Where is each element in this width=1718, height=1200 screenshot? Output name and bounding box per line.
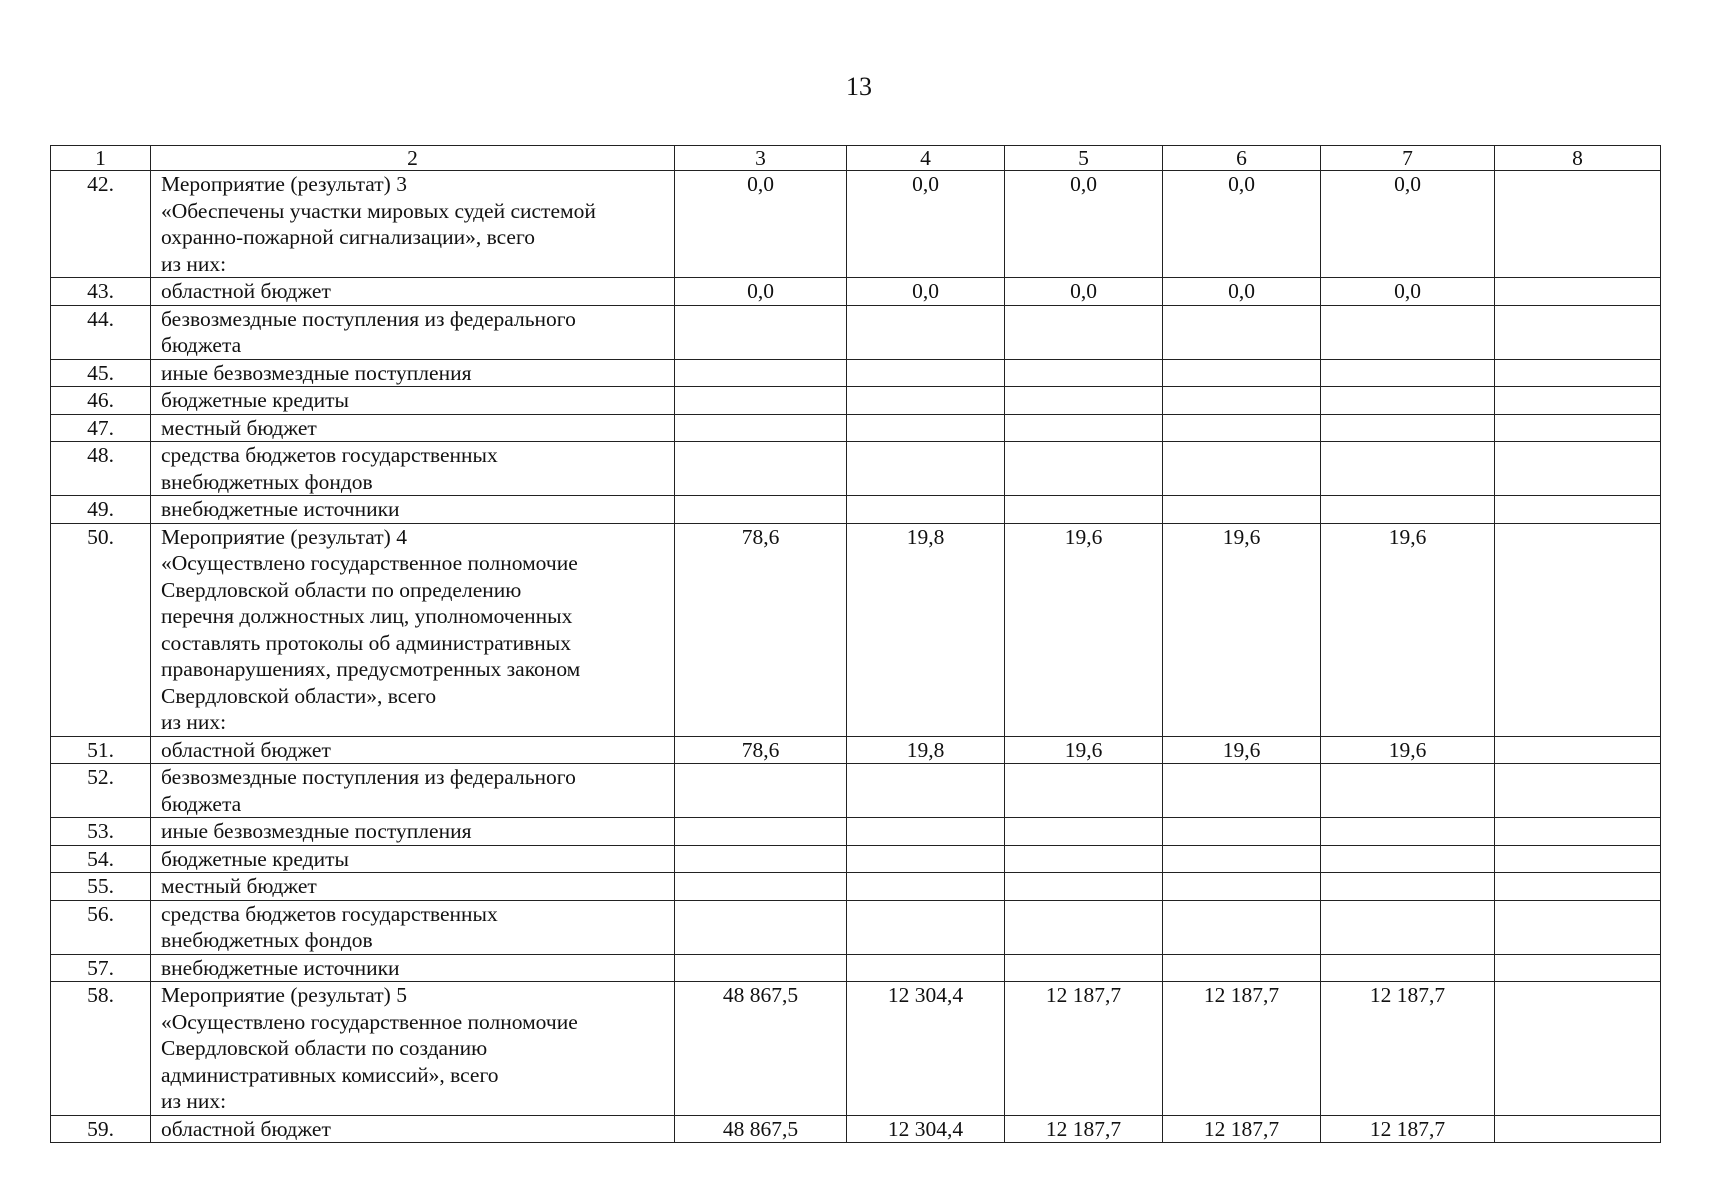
row-description: [151, 900, 675, 954]
value-cell-col6: 12 187,7: [1163, 982, 1321, 1116]
row-number: 55.: [51, 873, 151, 901]
table-row: [51, 496, 1661, 524]
row-description: [151, 873, 675, 901]
value-cell-col3: 78,6: [675, 523, 847, 736]
value-cell-col7: 12 187,7: [1321, 982, 1495, 1116]
table-row: [51, 818, 1661, 846]
description-line: охранно-пожарной сигнализации», всего: [161, 225, 535, 249]
value-cell-col4: [847, 818, 1005, 846]
row-number: 58.: [51, 982, 151, 1116]
description-line: Мероприятие (результат) 5: [161, 983, 407, 1007]
value-cell-col6: 0,0: [1163, 171, 1321, 278]
value-cell-col4: 12 304,4: [847, 982, 1005, 1116]
value-cell-col4: 19,8: [847, 736, 1005, 764]
value-cell-col4: 12 304,4: [847, 1115, 1005, 1143]
column-header-6: 6: [1163, 146, 1321, 171]
table-row: [51, 305, 1661, 359]
value-cell-col4: [847, 496, 1005, 524]
value-cell-col3: [675, 845, 847, 873]
value-cell-col3: [675, 873, 847, 901]
table-row: [51, 387, 1661, 415]
value-cell-col8: [1495, 523, 1661, 736]
description-line: перечня должностных лиц, уполномоченных: [161, 604, 573, 628]
row-number: 59.: [51, 1115, 151, 1143]
description-line: административных комиссий», всего: [161, 1062, 499, 1087]
value-cell-col7: [1321, 496, 1495, 524]
value-cell-col7: [1321, 387, 1495, 415]
description-line: Свердловской области по определению: [161, 577, 522, 602]
value-cell-col5: [1005, 873, 1163, 901]
table-row: [51, 278, 1661, 306]
value-cell-col4: [847, 764, 1005, 818]
value-cell-col5: 12 187,7: [1005, 982, 1163, 1116]
value-cell-col6: [1163, 305, 1321, 359]
row-number: 47.: [51, 414, 151, 442]
value-cell-col3: [675, 387, 847, 415]
description-line: бюджетные кредиты: [161, 388, 349, 412]
value-cell-col8: [1495, 496, 1661, 524]
value-cell-col6: [1163, 873, 1321, 901]
value-cell-col5: [1005, 900, 1163, 954]
value-cell-col5: 19,6: [1005, 523, 1163, 736]
value-cell-col8: [1495, 818, 1661, 846]
description-line: средства бюджетов государственных: [161, 901, 498, 926]
column-header-1: 1: [51, 146, 151, 171]
value-cell-col6: 12 187,7: [1163, 1115, 1321, 1143]
row-description: [151, 845, 675, 873]
description-line: местный бюджет: [161, 415, 317, 440]
value-cell-col3: [675, 954, 847, 982]
row-number: 53.: [51, 818, 151, 846]
value-cell-col5: [1005, 496, 1163, 524]
value-cell-col7: 12 187,7: [1321, 1115, 1495, 1143]
value-cell-col5: [1005, 764, 1163, 818]
description-line: «Обеспечены участки мировых судей системой: [161, 198, 596, 223]
value-cell-col5: [1005, 954, 1163, 982]
value-cell-col6: 19,6: [1163, 523, 1321, 736]
value-cell-col5: 0,0: [1005, 171, 1163, 278]
table-row: [51, 873, 1661, 901]
description-line: бюджета: [161, 333, 242, 357]
table-row: [51, 414, 1661, 442]
value-cell-col7: [1321, 359, 1495, 387]
value-cell-col6: [1163, 387, 1321, 415]
value-cell-col7: 19,6: [1321, 523, 1495, 736]
description-line: внебюджетных фондов: [161, 469, 373, 494]
column-header-4: 4: [847, 146, 1005, 171]
value-cell-col7: 0,0: [1321, 171, 1495, 278]
value-cell-col5: [1005, 305, 1163, 359]
table-row: [51, 736, 1661, 764]
value-cell-col7: [1321, 414, 1495, 442]
description-line: средства бюджетов государственных: [161, 443, 498, 467]
description-line: правонарушениях, предусмотренных законом: [161, 657, 581, 681]
value-cell-col8: [1495, 305, 1661, 359]
value-cell-col3: [675, 359, 847, 387]
row-description: [151, 442, 675, 496]
description-line: «Осуществлено государственное полномочие: [161, 551, 578, 575]
value-cell-col3: [675, 414, 847, 442]
row-description: [151, 278, 675, 306]
description-line: внебюджетных фондов: [161, 928, 373, 952]
value-cell-col6: [1163, 359, 1321, 387]
row-description: [151, 954, 675, 982]
value-cell-col8: [1495, 982, 1661, 1116]
table-row: [51, 982, 1661, 1116]
value-cell-col5: 12 187,7: [1005, 1115, 1163, 1143]
column-header-2: 2: [151, 146, 675, 171]
description-line: Мероприятие (результат) 4: [161, 524, 407, 549]
value-cell-col4: [847, 387, 1005, 415]
table-row: [51, 1115, 1661, 1143]
value-cell-col5: 0,0: [1005, 278, 1163, 306]
description-line: внебюджетные источники: [161, 497, 400, 521]
value-cell-col4: [847, 359, 1005, 387]
value-cell-col8: [1495, 387, 1661, 415]
column-header-7: 7: [1321, 146, 1495, 171]
column-header-3: 3: [675, 146, 847, 171]
value-cell-col7: [1321, 305, 1495, 359]
value-cell-col7: [1321, 873, 1495, 901]
table-row: [51, 523, 1661, 736]
value-cell-col4: [847, 414, 1005, 442]
value-cell-col6: [1163, 496, 1321, 524]
row-description: [151, 414, 675, 442]
description-line: областной бюджет: [161, 737, 331, 762]
row-description: [151, 982, 675, 1116]
table-row: [51, 171, 1661, 278]
description-line: из них:: [161, 251, 227, 276]
value-cell-col8: [1495, 359, 1661, 387]
value-cell-col3: [675, 818, 847, 846]
row-description: [151, 359, 675, 387]
table-row: [51, 359, 1661, 387]
row-number: 48.: [51, 442, 151, 496]
value-cell-col6: 0,0: [1163, 278, 1321, 306]
value-cell-col4: 0,0: [847, 278, 1005, 306]
table-row: [51, 954, 1661, 982]
description-line: безвозмездные поступления из федерального: [161, 765, 576, 789]
value-cell-col8: [1495, 278, 1661, 306]
value-cell-col4: 19,8: [847, 523, 1005, 736]
description-line: внебюджетные источники: [161, 955, 400, 980]
value-cell-col3: [675, 305, 847, 359]
value-cell-col5: [1005, 818, 1163, 846]
table-row: [51, 764, 1661, 818]
value-cell-col6: [1163, 900, 1321, 954]
value-cell-col4: [847, 873, 1005, 901]
row-number: 57.: [51, 954, 151, 982]
value-cell-col3: 0,0: [675, 278, 847, 306]
value-cell-col8: [1495, 1115, 1661, 1143]
value-cell-col3: 48 867,5: [675, 1115, 847, 1143]
value-cell-col3: 78,6: [675, 736, 847, 764]
description-line: местный бюджет: [161, 874, 317, 898]
value-cell-col7: 19,6: [1321, 736, 1495, 764]
table-row: [51, 900, 1661, 954]
value-cell-col5: [1005, 442, 1163, 496]
value-cell-col4: [847, 845, 1005, 873]
row-description: [151, 523, 675, 736]
value-cell-col5: 19,6: [1005, 736, 1163, 764]
description-line: бюджетные кредиты: [161, 846, 349, 871]
value-cell-col8: [1495, 414, 1661, 442]
row-number: 42.: [51, 171, 151, 278]
value-cell-col7: [1321, 442, 1495, 496]
value-cell-col3: [675, 900, 847, 954]
row-description: [151, 171, 675, 278]
value-cell-col5: [1005, 845, 1163, 873]
table-row: [51, 845, 1661, 873]
description-line: областной бюджет: [161, 279, 331, 303]
description-line: иные безвозмездные поступления: [161, 360, 472, 385]
value-cell-col6: [1163, 818, 1321, 846]
value-cell-col7: [1321, 900, 1495, 954]
value-cell-col4: 0,0: [847, 171, 1005, 278]
row-number: 52.: [51, 764, 151, 818]
description-line: из них:: [161, 1089, 227, 1113]
description-line: Свердловской области», всего: [161, 683, 437, 708]
value-cell-col6: [1163, 442, 1321, 496]
description-line: составлять протоколы об административных: [161, 630, 571, 655]
row-description: [151, 818, 675, 846]
row-description: [151, 496, 675, 524]
description-line: бюджета: [161, 791, 242, 816]
value-cell-col6: [1163, 954, 1321, 982]
row-description: [151, 764, 675, 818]
row-number: 51.: [51, 736, 151, 764]
value-cell-col6: [1163, 764, 1321, 818]
budget-table: [50, 145, 1661, 1143]
column-header-8: 8: [1495, 146, 1661, 171]
row-number: 44.: [51, 305, 151, 359]
value-cell-col8: [1495, 873, 1661, 901]
row-description: [151, 1115, 675, 1143]
value-cell-col8: [1495, 845, 1661, 873]
value-cell-col7: [1321, 845, 1495, 873]
row-description: [151, 305, 675, 359]
value-cell-col8: [1495, 171, 1661, 278]
description-line: Свердловской области по созданию: [161, 1036, 488, 1060]
value-cell-col6: 19,6: [1163, 736, 1321, 764]
value-cell-col8: [1495, 764, 1661, 818]
table-row: [51, 442, 1661, 496]
value-cell-col3: 48 867,5: [675, 982, 847, 1116]
row-number: 45.: [51, 359, 151, 387]
row-description: [151, 736, 675, 764]
table-body: [51, 171, 1661, 1143]
value-cell-col8: [1495, 900, 1661, 954]
value-cell-col5: [1005, 414, 1163, 442]
value-cell-col5: [1005, 387, 1163, 415]
value-cell-col4: [847, 305, 1005, 359]
row-number: 49.: [51, 496, 151, 524]
row-number: 43.: [51, 278, 151, 306]
value-cell-col7: [1321, 764, 1495, 818]
value-cell-col8: [1495, 442, 1661, 496]
value-cell-col5: [1005, 359, 1163, 387]
value-cell-col7: [1321, 818, 1495, 846]
column-header-5: 5: [1005, 146, 1163, 171]
row-number: 56.: [51, 900, 151, 954]
value-cell-col8: [1495, 736, 1661, 764]
value-cell-col4: [847, 900, 1005, 954]
value-cell-col3: [675, 496, 847, 524]
value-cell-col4: [847, 442, 1005, 496]
row-number: 54.: [51, 845, 151, 873]
column-number-header-row: [51, 146, 1661, 171]
description-line: иные безвозмездные поступления: [161, 819, 472, 843]
description-line: Мероприятие (результат) 3: [161, 172, 407, 196]
value-cell-col6: [1163, 414, 1321, 442]
row-description: [151, 387, 675, 415]
page-number: 13: [846, 72, 872, 101]
description-line: «Осуществлено государственное полномочие: [161, 1009, 578, 1034]
value-cell-col3: [675, 442, 847, 496]
description-line: из них:: [161, 710, 227, 734]
value-cell-col3: 0,0: [675, 171, 847, 278]
value-cell-col4: [847, 954, 1005, 982]
value-cell-col7: [1321, 954, 1495, 982]
value-cell-col8: [1495, 954, 1661, 982]
row-number: 50.: [51, 523, 151, 736]
description-line: безвозмездные поступления из федерального: [161, 306, 576, 331]
value-cell-col3: [675, 764, 847, 818]
row-number: 46.: [51, 387, 151, 415]
value-cell-col7: 0,0: [1321, 278, 1495, 306]
description-line: областной бюджет: [161, 1116, 331, 1141]
value-cell-col6: [1163, 845, 1321, 873]
